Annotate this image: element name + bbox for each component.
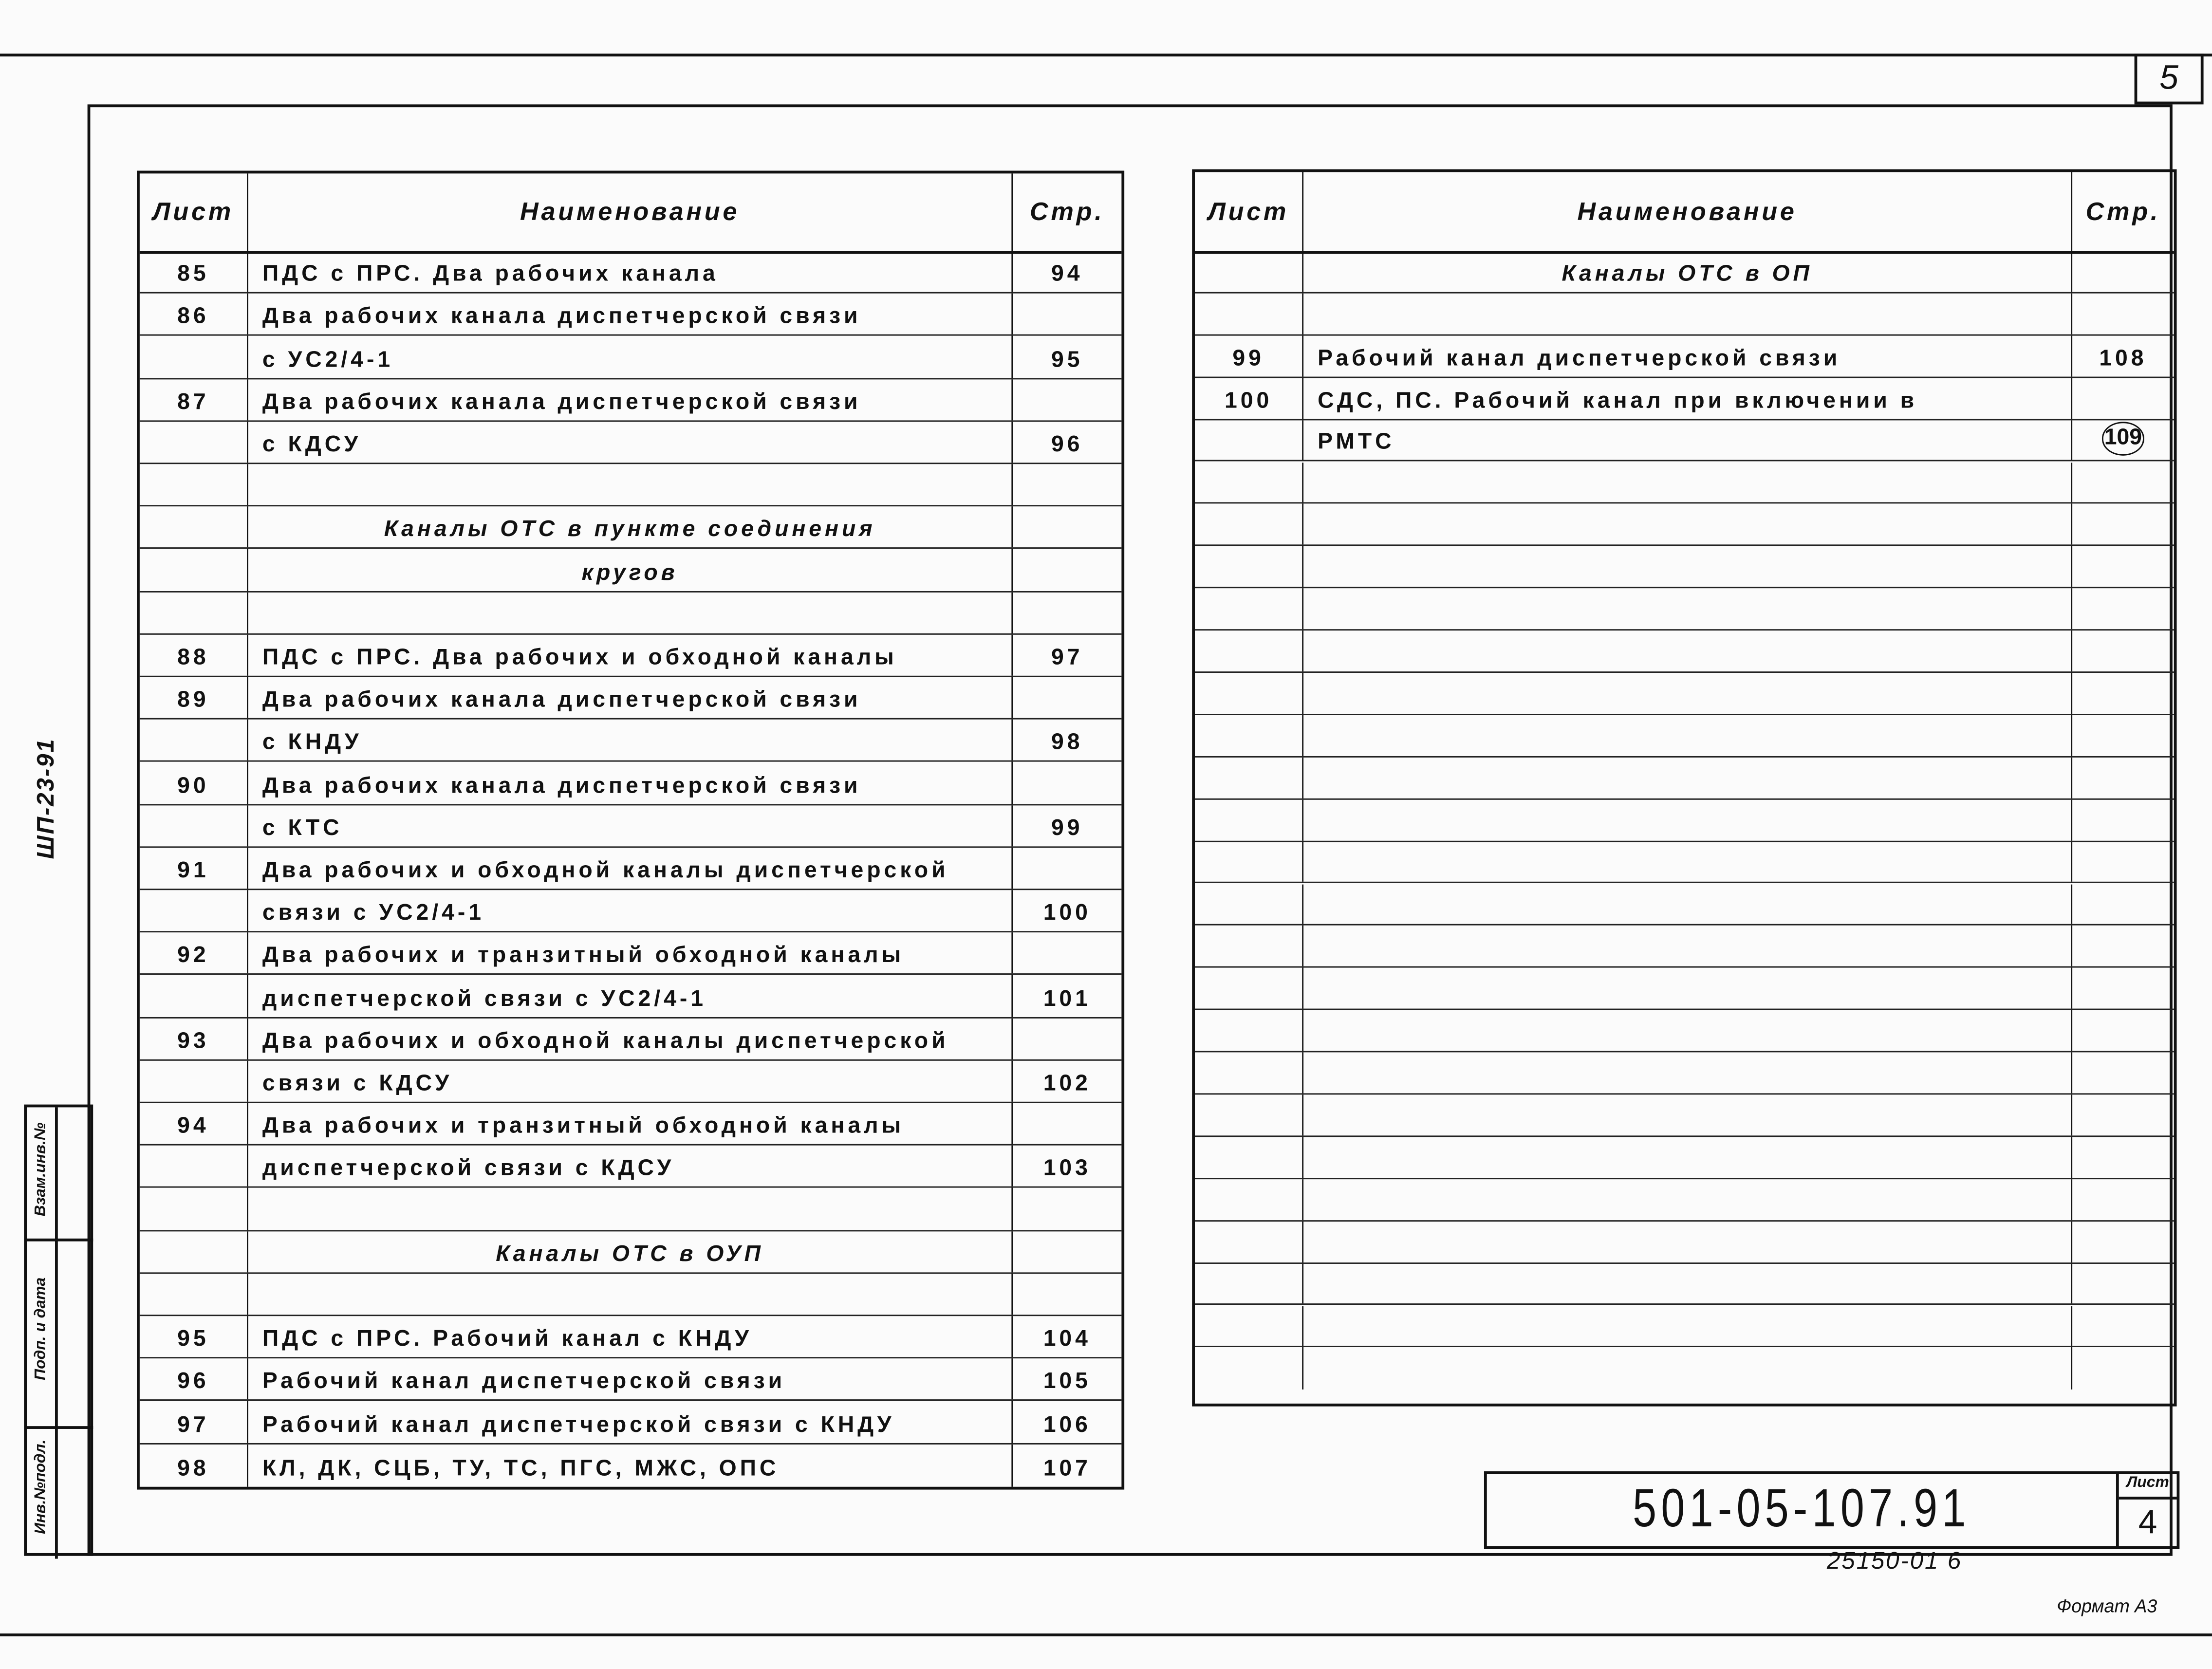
table-row [140, 1401, 1122, 1444]
cell-page: 108 [2099, 346, 2147, 371]
side-stamp-label-signature: Подп. и дата [32, 1277, 50, 1380]
cell-sheet: 97 [140, 1401, 248, 1443]
table-row [1195, 715, 2174, 758]
cell-sheet [1195, 504, 1303, 545]
cell-page [2072, 884, 2174, 925]
cell-page [1013, 379, 1121, 420]
cell-page [1013, 507, 1121, 548]
cell-name [1303, 673, 2072, 714]
table-row [140, 975, 1122, 1018]
table-row [140, 805, 1122, 847]
cell-sheet [140, 1060, 248, 1102]
sheet-label: Лист [2119, 1474, 2177, 1500]
cell-name: Два рабочих канала диспетчерской связи [248, 379, 1013, 420]
cell-sheet [1195, 293, 1303, 334]
cell-page: 95 [1051, 348, 1083, 372]
cell-page [1013, 1018, 1121, 1059]
side-stamp-label-replacement: Взам.инв.№ [32, 1122, 50, 1217]
cell-page [1013, 677, 1121, 719]
cell-page [2072, 462, 2174, 503]
cell-page [2072, 1137, 2174, 1178]
cell-sheet [1195, 546, 1303, 587]
cell-sheet [1195, 589, 1303, 630]
cell-page [1013, 762, 1121, 804]
cell-name [1303, 1221, 2072, 1262]
document-code: 501-05-107.91 [1633, 1480, 1970, 1539]
cell-name [1303, 293, 2072, 334]
cell-sheet: 100 [1195, 378, 1303, 419]
cell-name [1303, 631, 2072, 671]
cell-name: Рабочий канал диспетчерской связи [1303, 335, 2072, 376]
cell-name: связи с УС2/4-1 [248, 890, 1013, 931]
corner-sheet-box [2135, 54, 2204, 104]
cell-sheet [140, 592, 248, 633]
cell-page [2072, 546, 2174, 587]
cell-page [2072, 1348, 2174, 1390]
side-stamp-label-inventory: Инв.№подл. [32, 1439, 50, 1534]
title-block [1484, 1471, 2179, 1549]
cell-page: 98 [1051, 731, 1083, 756]
cell-name [1303, 504, 2072, 545]
table-row [1195, 1137, 2174, 1179]
cell-page [2072, 715, 2174, 756]
cell-page: 105 [1043, 1370, 1091, 1394]
cell-name [1303, 546, 2072, 587]
table-row [1195, 1053, 2174, 1095]
bottom-trim-line [0, 1633, 2212, 1635]
cell-name: КЛ, ДК, СЦБ, ТУ, ТС, ПГС, МЖС, ОПС [248, 1444, 1013, 1486]
cell-sheet [140, 890, 248, 931]
cell-page [2072, 842, 2174, 883]
cell-sheet [1195, 1053, 1303, 1094]
cell-page [2072, 1179, 2174, 1220]
top-trim-line [0, 54, 2212, 56]
table-row [1195, 504, 2174, 546]
cell-page: 94 [1051, 262, 1083, 287]
cell-sheet: 94 [140, 1103, 248, 1145]
cell-page: 104 [1043, 1327, 1091, 1352]
cell-sheet: 85 [140, 251, 248, 293]
table-row [140, 1316, 1122, 1358]
cell-name [1303, 1053, 2072, 1094]
table-row [1195, 546, 2174, 589]
table-row [140, 933, 1122, 975]
header-name: Наименование [248, 173, 1013, 251]
cell-sheet: 86 [140, 294, 248, 335]
cell-page: 107 [1043, 1457, 1091, 1481]
table-row [1195, 293, 2174, 335]
cell-name: РМТС [1303, 420, 2072, 461]
cell-sheet [1195, 799, 1303, 840]
format-label: Формат А3 [2057, 1595, 2157, 1617]
cell-name: ПДС с ПРС. Два рабочих и обходной каналы [248, 634, 1013, 676]
cell-page [1013, 933, 1121, 974]
cell-sheet [140, 975, 248, 1017]
cell-page [2072, 799, 2174, 840]
cell-sheet [140, 1231, 248, 1272]
table-row [1195, 842, 2174, 884]
cell-sheet: 96 [140, 1359, 248, 1400]
sheet-number: 4 [2138, 1503, 2157, 1541]
table-row [1195, 1010, 2174, 1053]
cell-name: Два рабочих и транзитный обходной каналы [248, 933, 1013, 974]
cell-name: Два рабочих канала диспетчерской связи [248, 762, 1013, 804]
cell-sheet [1195, 1137, 1303, 1178]
contents-table-right [1192, 169, 2176, 1407]
contents-table-left [137, 171, 1124, 1490]
cell-page [2072, 1221, 2174, 1262]
cell-name [1303, 589, 2072, 630]
cell-name [248, 1188, 1013, 1230]
cell-sheet [1195, 1010, 1303, 1051]
cell-sheet: 89 [140, 677, 248, 719]
cell-name: связи с КДСУ [248, 1060, 1013, 1102]
table-row [140, 1060, 1122, 1103]
cell-page [2072, 420, 2174, 461]
cell-page [1013, 464, 1121, 505]
cell-sheet: 99 [1195, 335, 1303, 376]
header-sheet: Лист [1195, 172, 1303, 251]
cell-sheet [140, 1146, 248, 1187]
cell-page [2072, 1305, 2174, 1346]
table-row [140, 762, 1122, 805]
cell-name: с КДСУ [248, 422, 1013, 463]
table-row [1195, 884, 2174, 926]
circled-page-number: 109 [2101, 423, 2145, 457]
table-row [1195, 1221, 2174, 1263]
table-row [1195, 1305, 2174, 1348]
cell-page [1013, 1274, 1121, 1315]
cell-page [2072, 589, 2174, 630]
cell-name [1303, 842, 2072, 883]
table-row [1195, 1179, 2174, 1222]
cell-sheet [1195, 462, 1303, 503]
cell-name [1303, 1348, 2072, 1390]
cell-sheet [1195, 715, 1303, 756]
table-row [140, 1103, 1122, 1146]
cell-name: Два рабочих канала диспетчерской связи [248, 677, 1013, 719]
cell-page [1013, 1188, 1121, 1230]
table-row [140, 1188, 1122, 1231]
cell-page [1013, 549, 1121, 591]
side-code: ШП-23-91 [32, 738, 59, 859]
cell-sheet [1195, 926, 1303, 967]
cell-sheet [1195, 673, 1303, 714]
cell-name: Два рабочих и обходной каналы диспетчерской [248, 1018, 1013, 1059]
table-row [1195, 1094, 2174, 1137]
cell-sheet [1195, 1094, 1303, 1135]
cell-page [2072, 1094, 2174, 1135]
cell-name: Рабочий канал диспетчерской связи с КНДУ [248, 1401, 1013, 1443]
table-row [140, 720, 1122, 762]
cell-page: 101 [1043, 986, 1091, 1011]
cell-name: Два рабочих канала диспетчерской связи [248, 294, 1013, 335]
header-sheet: Лист [140, 173, 248, 251]
cell-name [1303, 1094, 2072, 1135]
cell-sheet: 88 [140, 634, 248, 676]
table-row [1195, 251, 2174, 294]
cell-page [1013, 592, 1121, 633]
table-row [1195, 1348, 2174, 1390]
table-row [140, 1274, 1122, 1316]
table-row [140, 1146, 1122, 1188]
table-row [140, 1359, 1122, 1401]
table-row [140, 464, 1122, 506]
table-row [140, 848, 1122, 890]
table-row [140, 336, 1122, 379]
cell-page [2072, 251, 2174, 292]
header-page: Стр. [1030, 197, 1105, 226]
table-row [140, 592, 1122, 634]
cell-name: Каналы ОТС в ОП [1303, 251, 2072, 292]
table-header [1195, 172, 2174, 254]
cell-sheet [140, 720, 248, 761]
cell-name: с УС2/4-1 [248, 336, 1013, 378]
cell-name: СДС, ПС. Рабочий канал при включении в [1303, 378, 2072, 419]
cell-page [2072, 1010, 2174, 1051]
cell-name [248, 464, 1013, 505]
table-row [140, 1018, 1122, 1060]
cell-name: с КНДУ [248, 720, 1013, 761]
table-row [140, 677, 1122, 720]
cell-sheet [1195, 1179, 1303, 1220]
cell-sheet [1195, 757, 1303, 798]
cell-name [1303, 1305, 2072, 1346]
table-row [1195, 589, 2174, 631]
cell-page: 96 [1051, 433, 1083, 457]
cell-sheet [140, 422, 248, 463]
cell-sheet [140, 336, 248, 378]
table-row [1195, 757, 2174, 799]
table-row [1195, 673, 2174, 715]
cell-name: Каналы ОТС в ОУП [248, 1231, 1013, 1272]
cell-sheet: 90 [140, 762, 248, 804]
table-row [140, 422, 1122, 464]
archive-number: 25150-01 6 [1827, 1547, 1963, 1575]
cell-sheet [1195, 631, 1303, 671]
cell-page [2072, 1263, 2174, 1304]
cell-page: 97 [1051, 646, 1083, 670]
cell-sheet [1195, 1263, 1303, 1304]
cell-name [1303, 462, 2072, 503]
cell-page: 106 [1043, 1412, 1091, 1437]
cell-page [2072, 631, 2174, 671]
cell-page [2072, 504, 2174, 545]
table-row [1195, 420, 2174, 462]
cell-sheet: 95 [140, 1316, 248, 1357]
cell-name: ПДС с ПРС. Рабочий канал с КНДУ [248, 1316, 1013, 1357]
table-row [140, 379, 1122, 421]
cell-name: диспетчерской связи с КДСУ [248, 1146, 1013, 1187]
cell-name [1303, 884, 2072, 925]
cell-sheet [140, 1274, 248, 1315]
cell-sheet [140, 507, 248, 548]
table-row [140, 549, 1122, 592]
cell-sheet: 98 [140, 1444, 248, 1486]
table-row [1195, 335, 2174, 378]
cell-page [2072, 926, 2174, 967]
cell-name [1303, 757, 2072, 798]
cell-sheet: 92 [140, 933, 248, 974]
cell-sheet: 93 [140, 1018, 248, 1059]
cell-sheet [140, 549, 248, 591]
cell-sheet [140, 805, 248, 846]
cell-name [1303, 1010, 2072, 1051]
table-row [1195, 462, 2174, 504]
cell-name: Два рабочих и обходной каналы диспетчерской [248, 848, 1013, 889]
table-header [140, 173, 1122, 254]
cell-name [1303, 926, 2072, 967]
cell-name: Два рабочих и транзитный обходной каналы [248, 1103, 1013, 1145]
cell-name [1303, 799, 2072, 840]
cell-page: 103 [1043, 1157, 1091, 1182]
side-stamp [24, 1105, 93, 1556]
table-row [140, 890, 1122, 932]
header-page: Стр. [2085, 197, 2161, 225]
table-row [140, 1231, 1122, 1273]
table-row [140, 294, 1122, 336]
cell-page: 99 [1051, 816, 1083, 841]
cell-sheet [1195, 420, 1303, 461]
cell-name: Каналы ОТС в пункте соединения [248, 507, 1013, 548]
table-row [1195, 1263, 2174, 1306]
corner-sheet-number: 5 [2159, 59, 2178, 97]
cell-sheet [1195, 884, 1303, 925]
cell-sheet [1195, 251, 1303, 292]
cell-page [1013, 1103, 1121, 1145]
table-row [1195, 926, 2174, 968]
cell-page [2072, 757, 2174, 798]
cell-page [2072, 1053, 2174, 1094]
cell-page [2072, 968, 2174, 1009]
cell-sheet [140, 464, 248, 505]
cell-name [1303, 1263, 2072, 1304]
cell-page [1013, 848, 1121, 889]
cell-sheet [1195, 1305, 1303, 1346]
cell-sheet: 91 [140, 848, 248, 889]
cell-sheet [1195, 1348, 1303, 1390]
cell-sheet [1195, 842, 1303, 883]
cell-name: кругов [248, 549, 1013, 591]
cell-name [1303, 715, 2072, 756]
cell-name [248, 1274, 1013, 1315]
cell-name: диспетчерской связи с УС2/4-1 [248, 975, 1013, 1017]
cell-page [1013, 1231, 1121, 1272]
cell-sheet [1195, 968, 1303, 1009]
table-row [140, 1444, 1122, 1486]
cell-name [1303, 1179, 2072, 1220]
table-row [140, 507, 1122, 549]
table-row [1195, 799, 2174, 842]
cell-name: с КТС [248, 805, 1013, 846]
table-row [140, 251, 1122, 294]
table-row [1195, 968, 2174, 1010]
table-row [140, 634, 1122, 677]
cell-page [2072, 673, 2174, 714]
cell-name [1303, 1137, 2072, 1178]
cell-page: 100 [1043, 901, 1091, 926]
cell-name: Рабочий канал диспетчерской связи [248, 1359, 1013, 1400]
cell-name [248, 592, 1013, 633]
cell-name: ПДС с ПРС. Два рабочих канала [248, 251, 1013, 293]
cell-sheet [1195, 1221, 1303, 1262]
cell-sheet [140, 1188, 248, 1230]
header-name: Наименование [1303, 172, 2072, 251]
table-row [1195, 631, 2174, 673]
cell-page [2072, 293, 2174, 334]
table-row [1195, 378, 2174, 420]
cell-name [1303, 968, 2072, 1009]
cell-sheet: 87 [140, 379, 248, 420]
cell-page: 102 [1043, 1072, 1091, 1096]
cell-page [2072, 378, 2174, 419]
cell-page [1013, 294, 1121, 335]
